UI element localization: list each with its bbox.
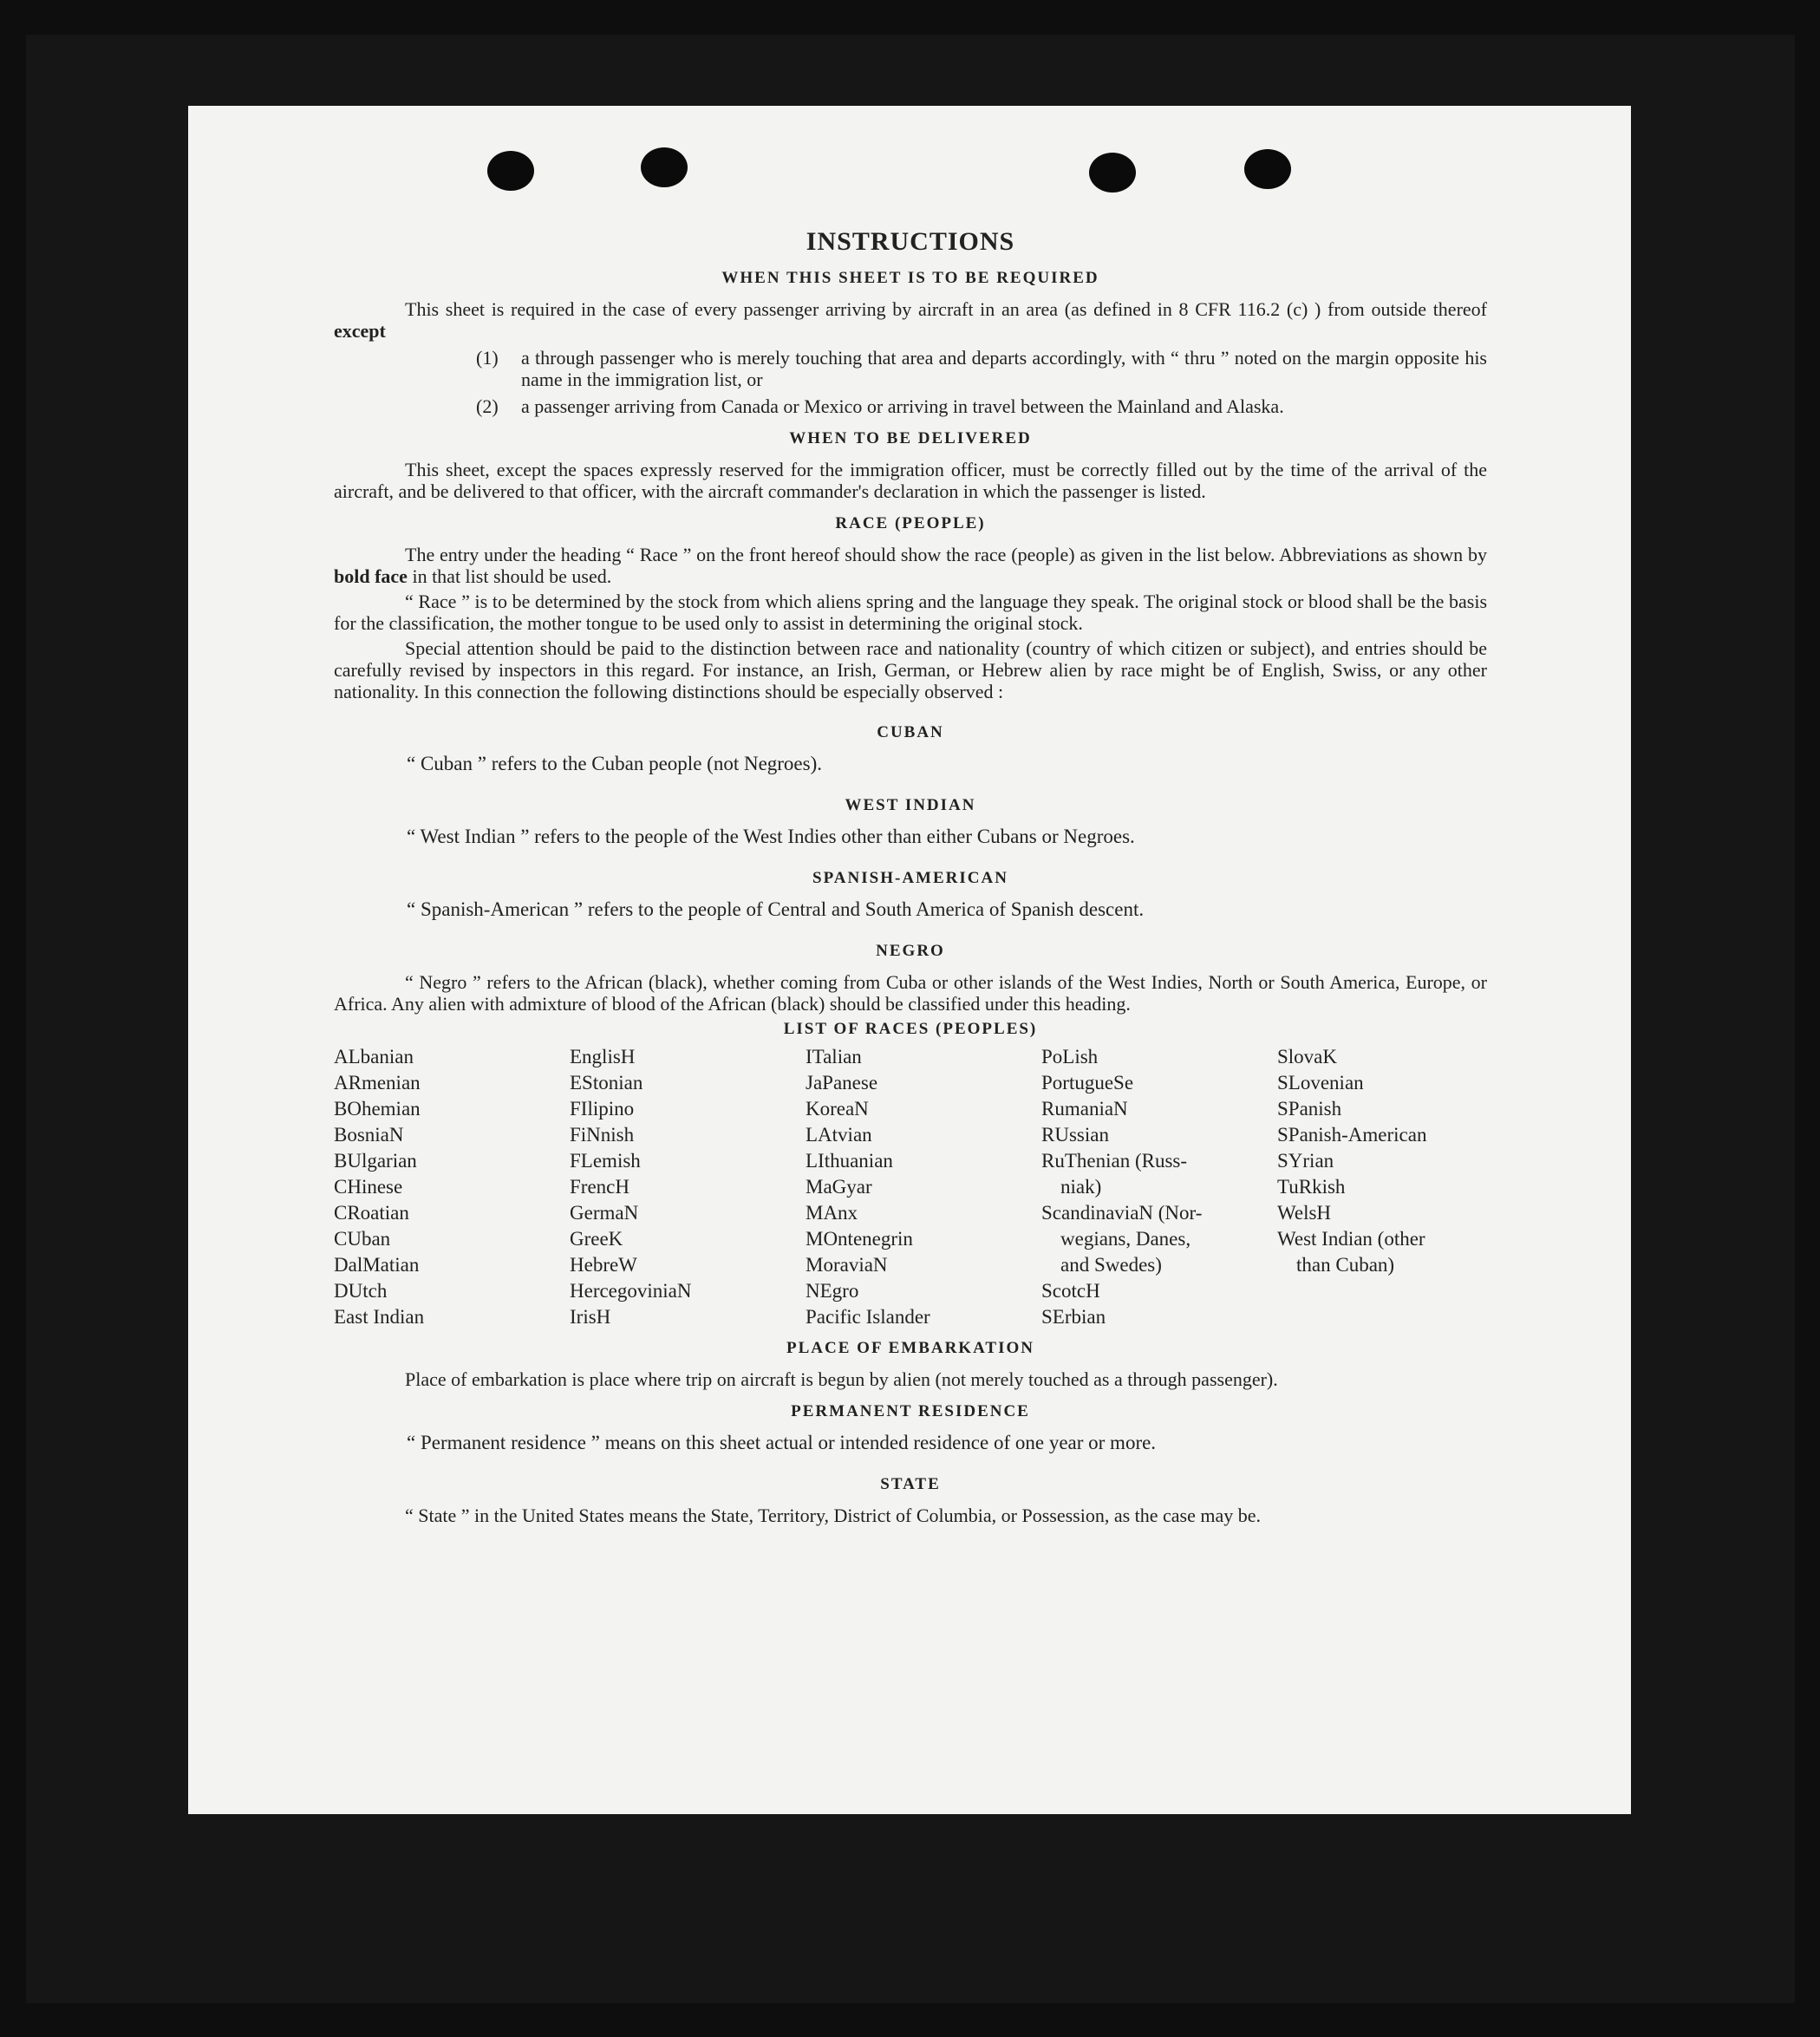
race-entry: LIthuanian bbox=[806, 1150, 893, 1172]
race-entry: LAtvian bbox=[806, 1124, 872, 1146]
race-entry: BOhemian bbox=[334, 1098, 421, 1120]
race-entry: RumaniaN bbox=[1041, 1098, 1128, 1120]
section-heading-race: RACE (PEOPLE) bbox=[835, 514, 986, 532]
race-entry: ScandinaviaN (Nor- bbox=[1041, 1202, 1203, 1224]
race-entry: SLovenian bbox=[1277, 1072, 1364, 1094]
race-entry: DalMatian bbox=[334, 1254, 420, 1276]
punch-hole-4 bbox=[1244, 149, 1291, 189]
section-heading-cuban: CUBAN bbox=[877, 723, 944, 741]
race-entry: BUlgarian bbox=[334, 1150, 417, 1172]
race-entry: NEgro bbox=[806, 1280, 859, 1302]
race-entry: EnglisH bbox=[570, 1046, 636, 1067]
exception-item-1: (1) a through passenger who is merely touching that area and departs accordingly, with “ thru ” noted on the margin opposite his name in the immigration list, or bbox=[476, 347, 1487, 390]
instructions-content bbox=[334, 227, 1487, 1526]
race-entry: TuRkish bbox=[1277, 1176, 1346, 1198]
race-entry: PortugueSe bbox=[1041, 1072, 1134, 1094]
race-entry: MAnx bbox=[806, 1202, 858, 1224]
race-paragraph-2: “ Race ” is to be determined by the stock from which aliens spring and the language they speak. The original stock or blood shall be the basis for the classification, the mother tongue to be used only to assist in determining the original stock. bbox=[334, 591, 1487, 634]
cuban-definition: “ Cuban ” refers to the Cuban people (not Negroes). bbox=[407, 753, 823, 774]
race-entry: MoraviaN bbox=[806, 1254, 888, 1276]
race-entry: ScotcH bbox=[1041, 1280, 1100, 1302]
west-indian-definition: “ West Indian ” refers to the people of the West Indies other than either Cubans or Negroes. bbox=[407, 826, 1135, 847]
race-entry: ITalian bbox=[806, 1046, 862, 1067]
delivered-text: This sheet, except the spaces expressly reserved for the immigration officer, must be correctly filled out by the time of the arrival of the aircraft, and be delivered to that officer, with the aircraft commander's declaration in which the passenger is listed. bbox=[334, 459, 1487, 502]
race-entry: Pacific Islander bbox=[806, 1306, 930, 1328]
section-heading-race-list: LIST OF RACES (PEOPLES) bbox=[783, 1020, 1038, 1038]
section-heading-residence: PERMANENT RESIDENCE bbox=[791, 1402, 1030, 1420]
negro-definition: “ Negro ” refers to the African (black), whether coming from Cuba or other islands of the West Indies, North or South America, Europe, or Africa. Any alien with admixture of blood of the African (black) should be classified under this heading. bbox=[334, 971, 1487, 1015]
state-text: “ State ” in the United States means the State, Territory, District of Columbia, or Possession, as the case may be. bbox=[405, 1505, 1262, 1526]
race-entry: JaPanese bbox=[806, 1072, 878, 1094]
punch-hole-2 bbox=[641, 147, 688, 187]
race-entry: FIlipino bbox=[570, 1098, 635, 1120]
section-heading-delivered: WHEN TO BE DELIVERED bbox=[789, 429, 1032, 447]
race-entry: RUssian bbox=[1041, 1124, 1109, 1146]
spanish-american-definition: “ Spanish-American ” refers to the people of Central and South America of Spanish descent. bbox=[407, 898, 1145, 920]
section-heading-negro: NEGRO bbox=[876, 942, 945, 960]
section-heading-state: STATE bbox=[880, 1475, 941, 1493]
race-list-column-3 bbox=[806, 1044, 1041, 1330]
race-entry: SErbian bbox=[1041, 1306, 1106, 1328]
race-entry: SYrian bbox=[1277, 1150, 1334, 1172]
race-entry: SlovaK bbox=[1277, 1046, 1337, 1067]
race-entry: GermaN bbox=[570, 1202, 639, 1224]
race-entry: CRoatian bbox=[334, 1202, 409, 1224]
embarkation-text: Place of embarkation is place where trip on aircraft is begun by alien (not merely touched as a through passenger). bbox=[405, 1368, 1278, 1390]
race-entry: CHinese bbox=[334, 1176, 403, 1198]
race-entry: GreeK bbox=[570, 1228, 623, 1250]
residence-text: “ Permanent residence ” means on this sheet actual or intended residence of one year or more. bbox=[407, 1432, 1157, 1453]
section-heading-required: WHEN THIS SHEET IS TO BE REQUIRED bbox=[721, 269, 1099, 287]
race-entry: SPanish bbox=[1277, 1098, 1342, 1120]
race-paragraph-3: Special attention should be paid to the distinction between race and nationality (country of which citizen or subject), and entries should be carefully revised by inspectors in this regard. For instance, an Irish, German, or Hebrew alien by race might be of English, Swiss, or any other nationality. In this connection the following distinctions should be especially observed : bbox=[334, 637, 1487, 702]
race-entry: FrencH bbox=[570, 1176, 629, 1198]
race-entry: WelsH bbox=[1277, 1202, 1332, 1224]
race-entry: niak) bbox=[1060, 1176, 1102, 1198]
race-entry: PoLish bbox=[1041, 1046, 1099, 1067]
section-heading-west-indian: WEST INDIAN bbox=[845, 796, 976, 814]
race-list bbox=[334, 1044, 1487, 1330]
race-list-column-4 bbox=[1041, 1044, 1277, 1330]
race-entry: RuThenian (Russ- bbox=[1041, 1150, 1188, 1172]
race-entry: KoreaN bbox=[806, 1098, 869, 1120]
section-heading-embarkation: PLACE OF EMBARKATION bbox=[786, 1339, 1034, 1357]
section-heading-spanish-american: SPANISH-AMERICAN bbox=[812, 869, 1008, 887]
race-entry: HebreW bbox=[570, 1254, 637, 1276]
race-entry: CUban bbox=[334, 1228, 391, 1250]
race-entry: wegians, Danes, bbox=[1060, 1228, 1191, 1250]
race-entry: East Indian bbox=[334, 1306, 425, 1328]
race-entry: IrisH bbox=[570, 1306, 611, 1328]
race-entry: MOntenegrin bbox=[806, 1228, 913, 1250]
race-entry: DUtch bbox=[334, 1280, 388, 1302]
race-entry: BosniaN bbox=[334, 1124, 404, 1146]
race-entry: SPanish-American bbox=[1277, 1124, 1427, 1146]
race-entry: ARmenian bbox=[334, 1072, 421, 1094]
page-title: INSTRUCTIONS bbox=[806, 227, 1015, 256]
race-paragraph-1: The entry under the heading “ Race ” on the front hereof should show the race (people) as given in the list below. Abbreviations as shown by bold face in that list should be used. bbox=[334, 544, 1487, 587]
required-intro: This sheet is required in the case of every passenger arriving by aircraft in an area (as defined in 8 CFR 116.2 (c) ) from outside thereof except bbox=[334, 298, 1487, 342]
race-entry: ALbanian bbox=[334, 1046, 414, 1067]
punch-hole-1 bbox=[487, 151, 534, 191]
race-entry: West Indian (other bbox=[1277, 1228, 1425, 1250]
race-entry: EStonian bbox=[570, 1072, 643, 1094]
race-entry: and Swedes) bbox=[1060, 1254, 1162, 1276]
race-entry: FLemish bbox=[570, 1150, 641, 1172]
race-entry: than Cuban) bbox=[1296, 1254, 1395, 1276]
exception-item-2: (2) a passenger arriving from Canada or Mexico or arriving in travel between the Mainland and Alaska. bbox=[476, 395, 1284, 417]
punch-hole-3 bbox=[1089, 153, 1136, 193]
race-list-column-5 bbox=[1277, 1044, 1513, 1330]
race-entry: MaGyar bbox=[806, 1176, 872, 1198]
race-entry: FiNnish bbox=[570, 1124, 635, 1146]
document-page bbox=[188, 106, 1631, 1814]
race-list-column-2 bbox=[570, 1044, 806, 1330]
race-list-column-1 bbox=[334, 1044, 570, 1330]
race-entry: HercegoviniaN bbox=[570, 1280, 692, 1302]
